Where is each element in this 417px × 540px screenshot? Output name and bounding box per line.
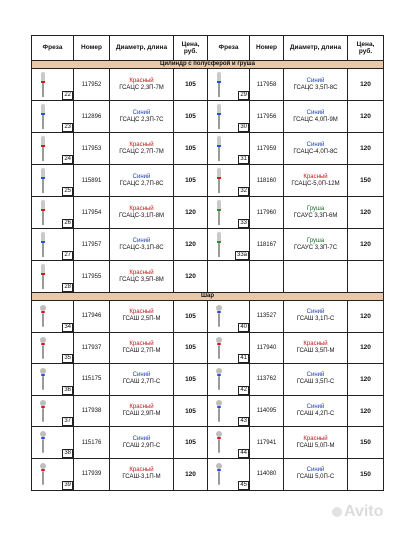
bur-price: 120 [348,332,384,364]
bur-number: 117941 [250,427,284,459]
bur-image-cell [32,101,74,133]
bur-index: 23 [64,124,71,130]
bur-shank-icon [42,376,44,390]
bur-image-cell [208,301,250,333]
bur-price: 150 [348,165,384,197]
price-table [31,35,384,491]
bur-cylinder-icon [217,104,221,129]
bur-price: 120 [348,69,384,101]
bur-index: 43 [240,418,247,425]
bur-description [110,364,174,396]
bur-number: 113527 [250,301,284,333]
bur-description [110,197,174,229]
bur-color-label: Синий [306,141,325,148]
bur-number: 117955 [74,261,110,293]
bur-model: ГСАШ 3,1П-С [296,316,335,323]
bur-price: 105 [174,69,208,101]
bur-cylinder-icon [217,72,221,97]
bur-price: 105 [174,133,208,165]
table-row [32,165,384,197]
table-row [32,197,384,229]
bur-number: 117938 [74,395,110,427]
bur-index: 31 [240,156,247,162]
bur-number: 118160 [250,165,284,197]
bur-color-label: Синий [132,372,151,379]
bur-color-label: Красный [129,340,154,347]
header-diam-2: Диаметр, длина [284,36,348,61]
bur-shank-icon [218,345,220,359]
bur-number: 118167 [250,229,284,261]
bur-image-cell [208,364,250,396]
bur-image-cell [208,165,250,197]
bur-color-label: Красный [129,309,154,316]
bur-model: ГСАШ 5,0П-М [296,442,335,449]
bur-cylinder-icon [41,136,45,161]
bur-description [284,364,348,396]
bur-index: 42 [240,386,247,393]
bur-color-label: Синий [306,109,325,116]
table-row [32,229,384,261]
price-sheet [31,35,383,491]
bur-index: 24 [64,156,71,162]
bur-model: ГСАШ 2,9П-М [122,411,161,418]
bur-price: 105 [174,395,208,427]
bur-image-cell [208,229,250,261]
bur-image-cell [32,229,74,261]
bur-index: 35 [64,355,71,362]
bur-description [284,301,348,333]
bur-index: 34 [64,323,71,330]
bur-model: ГСАЦС-3,1П-8М [119,212,164,219]
bur-color-label: Синий [306,372,325,379]
bur-number: 113762 [250,364,284,396]
bur-image-cell [32,197,74,229]
header-diam: Диаметр, длина [110,36,174,61]
bur-model: ГСАЦС 3,5П-8М [119,276,164,283]
table-row [32,332,384,364]
bur-index: 37 [64,418,71,425]
table-row [32,458,384,490]
bur-number: 115176 [74,427,110,459]
bur-image-cell [32,395,74,427]
bur-model: ГСАЦС 2,7П-7М [119,148,164,155]
bur-color-label: Синий [306,404,325,411]
bur-number: 115175 [74,364,110,396]
bur-image-cell [208,261,250,293]
bur-price [348,261,384,293]
bur-image-cell [208,197,250,229]
bur-index: 40 [240,323,247,330]
bur-shank-icon [42,408,44,422]
table-row [32,101,384,133]
bur-index: 39 [64,481,71,488]
bur-model: ГСАЦС 2,3П-7М [119,84,164,91]
bur-index: 36 [64,386,71,393]
bur-cylinder-icon [217,136,221,161]
bur-description [110,395,174,427]
bur-image-cell [32,165,74,197]
bur-model: ГСАШ 4,2П-С [296,411,335,418]
bur-number: 117952 [74,69,110,101]
bur-color-label: Синий [132,173,151,180]
bur-price: 120 [348,301,384,333]
bur-shank-icon [218,376,220,390]
bur-description [110,69,174,101]
bur-cylinder-icon [217,200,221,225]
bur-cylinder-icon [41,168,45,193]
table-row [32,395,384,427]
bur-number [250,261,284,293]
bur-color-label: Синий [306,467,325,474]
bur-image-cell [208,395,250,427]
bur-cylinder-icon [41,72,45,97]
table-row [32,69,384,101]
bur-description [284,197,348,229]
bur-model: ГСАШ 2,5П-М [122,316,161,323]
bur-model: ГСАШ 3,5П-С [296,379,335,386]
bur-description [284,133,348,165]
bur-index: 27 [64,252,71,258]
section-row-ball [32,293,384,301]
bur-model: ГСАУС 3,3П-6М [293,212,338,219]
bur-ball-icon [216,400,222,406]
bur-shank-icon [218,471,220,485]
bur-description [110,301,174,333]
bur-index: 33a [236,252,247,258]
header-bur-2: Фреза [208,36,250,61]
bur-number: 117957 [74,229,110,261]
bur-color-label: Синий [306,77,325,84]
bur-shank-icon [218,408,220,422]
bur-color-label: Синий [306,309,325,316]
bur-model: ГСАШ 2,9П-С [122,442,161,449]
bur-description [284,427,348,459]
bur-number: 117940 [250,332,284,364]
bur-description [284,395,348,427]
bur-index: 28 [64,284,71,290]
bur-cylinder-icon [41,232,45,257]
bur-image-cell [32,261,74,293]
bur-number: 117937 [74,332,110,364]
bur-number: 112896 [74,101,110,133]
bur-price: 120 [348,364,384,396]
bur-color-label: Красный [129,404,154,411]
bur-index: 25 [64,188,71,194]
bur-price: 105 [174,165,208,197]
bur-number: 114095 [250,395,284,427]
bur-description [110,229,174,261]
bur-price: 120 [174,229,208,261]
bur-index: 32 [240,188,247,194]
bur-number: 117946 [74,301,110,333]
header-number: Номер [74,36,110,61]
bur-shank-icon [42,439,44,453]
bur-price: 105 [174,332,208,364]
bur-number: 117953 [74,133,110,165]
bur-number: 117956 [250,101,284,133]
bur-index: 33 [240,220,247,226]
bur-image-cell [32,301,74,333]
bur-description [110,101,174,133]
section-title: Шар [32,293,384,301]
bur-color-label: Красный [129,77,154,84]
bur-cylinder-icon [217,168,221,193]
bur-index: 45 [240,481,247,488]
bur-price: 150 [348,458,384,490]
bur-shank-icon [42,471,44,485]
bur-image-cell [208,332,250,364]
bur-number: 117939 [74,458,110,490]
bur-number: 117958 [250,69,284,101]
bur-description [284,165,348,197]
bur-color-label: Красный [129,205,154,212]
bur-model: ГСАУС 3,3П-7С [293,244,338,251]
bur-model: ГСАШ 2,7П-С [122,379,161,386]
bur-description [110,261,174,293]
bur-color-label: Красный [303,435,328,442]
bur-color-label: Груша [306,237,325,244]
header-bur: Фреза [32,36,74,61]
bur-color-label: Красный [129,141,154,148]
bur-description [110,133,174,165]
header-price-2: Цена, руб. [348,36,384,61]
bur-number: 115891 [74,165,110,197]
bur-color-label: Красный [303,340,328,347]
bur-color-label: Красный [303,173,328,180]
bur-index: 38 [64,449,71,456]
bur-description [284,69,348,101]
bur-model: ГСАЦС 2,3П-7С [119,116,164,123]
bur-shank-icon [218,313,220,327]
bur-color-label: Синий [132,237,151,244]
bur-price: 120 [348,229,384,261]
bur-price: 105 [174,427,208,459]
bur-number: 117960 [250,197,284,229]
bur-description [284,101,348,133]
header-row [32,36,384,61]
bur-model: ГСАЦС-3,1П-8С [119,244,164,251]
bur-shank-icon [42,345,44,359]
bur-shank-icon [218,439,220,453]
bur-model: ГСАЦС-4,0П-8С [293,148,338,155]
bur-image-cell [32,458,74,490]
bur-price: 120 [174,197,208,229]
bur-ball-icon [216,337,222,343]
bur-price: 105 [174,364,208,396]
bur-description [110,458,174,490]
avito-logo-icon [332,507,342,517]
table-row [32,133,384,165]
bur-color-label: Красный [129,467,154,474]
bur-image-cell [208,427,250,459]
header-number-2: Номер [250,36,284,61]
bur-description [284,458,348,490]
bur-price: 120 [348,101,384,133]
bur-price: 120 [348,133,384,165]
section-title: Цилиндр с полусферой и груша [32,61,384,69]
table-row [32,301,384,333]
bur-image-cell [32,332,74,364]
bur-model: ГСАЦС 2,7П-8С [119,180,164,187]
bur-cylinder-icon [217,232,221,257]
bur-image-cell [208,458,250,490]
table-row [32,427,384,459]
bur-color-label: Красный [129,269,154,276]
bur-image-cell [32,69,74,101]
bur-cylinder-icon [41,104,45,129]
bur-description [110,332,174,364]
bur-model: ГСАЦС 4,0П-9М [293,116,338,123]
bur-description [284,332,348,364]
bur-index: 29 [240,92,247,98]
bur-image-cell [32,364,74,396]
table-row [32,364,384,396]
bur-price: 120 [174,458,208,490]
bur-number: 117954 [74,197,110,229]
bur-image-cell [208,101,250,133]
bur-model: ГСАШ-3,1П-М [122,474,161,481]
bur-price: 105 [174,301,208,333]
bur-image-cell [32,133,74,165]
bur-ball-icon [40,337,46,343]
bur-index: 30 [240,124,247,130]
bur-image-cell [208,133,250,165]
bur-index: 41 [240,355,247,362]
bur-price: 120 [174,261,208,293]
bur-description [110,427,174,459]
bur-cylinder-icon [41,264,45,289]
bur-description [110,165,174,197]
bur-price: 150 [348,427,384,459]
bur-description [284,229,348,261]
bur-ball-icon [40,400,46,406]
table-row [32,261,384,293]
bur-model: ГСАЦС-5,0П-12М [291,180,340,187]
bur-image-cell [32,427,74,459]
bur-price: 120 [348,197,384,229]
bur-price: 105 [174,101,208,133]
bur-shank-icon [42,313,44,327]
bur-model: ГСАШ 2,7П-М [122,347,161,354]
avito-watermark: Avito [332,503,383,521]
bur-index: 44 [240,449,247,456]
bur-model: ГСАЦС 3,5П-8С [293,84,338,91]
section-row-cylinder [32,61,384,69]
bur-number: 114080 [250,458,284,490]
bur-cylinder-icon [41,200,45,225]
bur-color-label: Синий [132,435,151,442]
bur-price: 120 [348,395,384,427]
header-price: Цена, руб. [174,36,208,61]
bur-number: 117959 [250,133,284,165]
bur-index: 22 [64,92,71,98]
bur-description [284,261,348,293]
bur-model: ГСАШ 5,0П-С [296,474,335,481]
bur-color-label: Синий [132,109,151,116]
bur-index: 26 [64,220,71,226]
bur-color-label: Груша [306,205,325,212]
bur-model: ГСАШ 3,5П-М [296,347,335,354]
bur-image-cell [208,69,250,101]
